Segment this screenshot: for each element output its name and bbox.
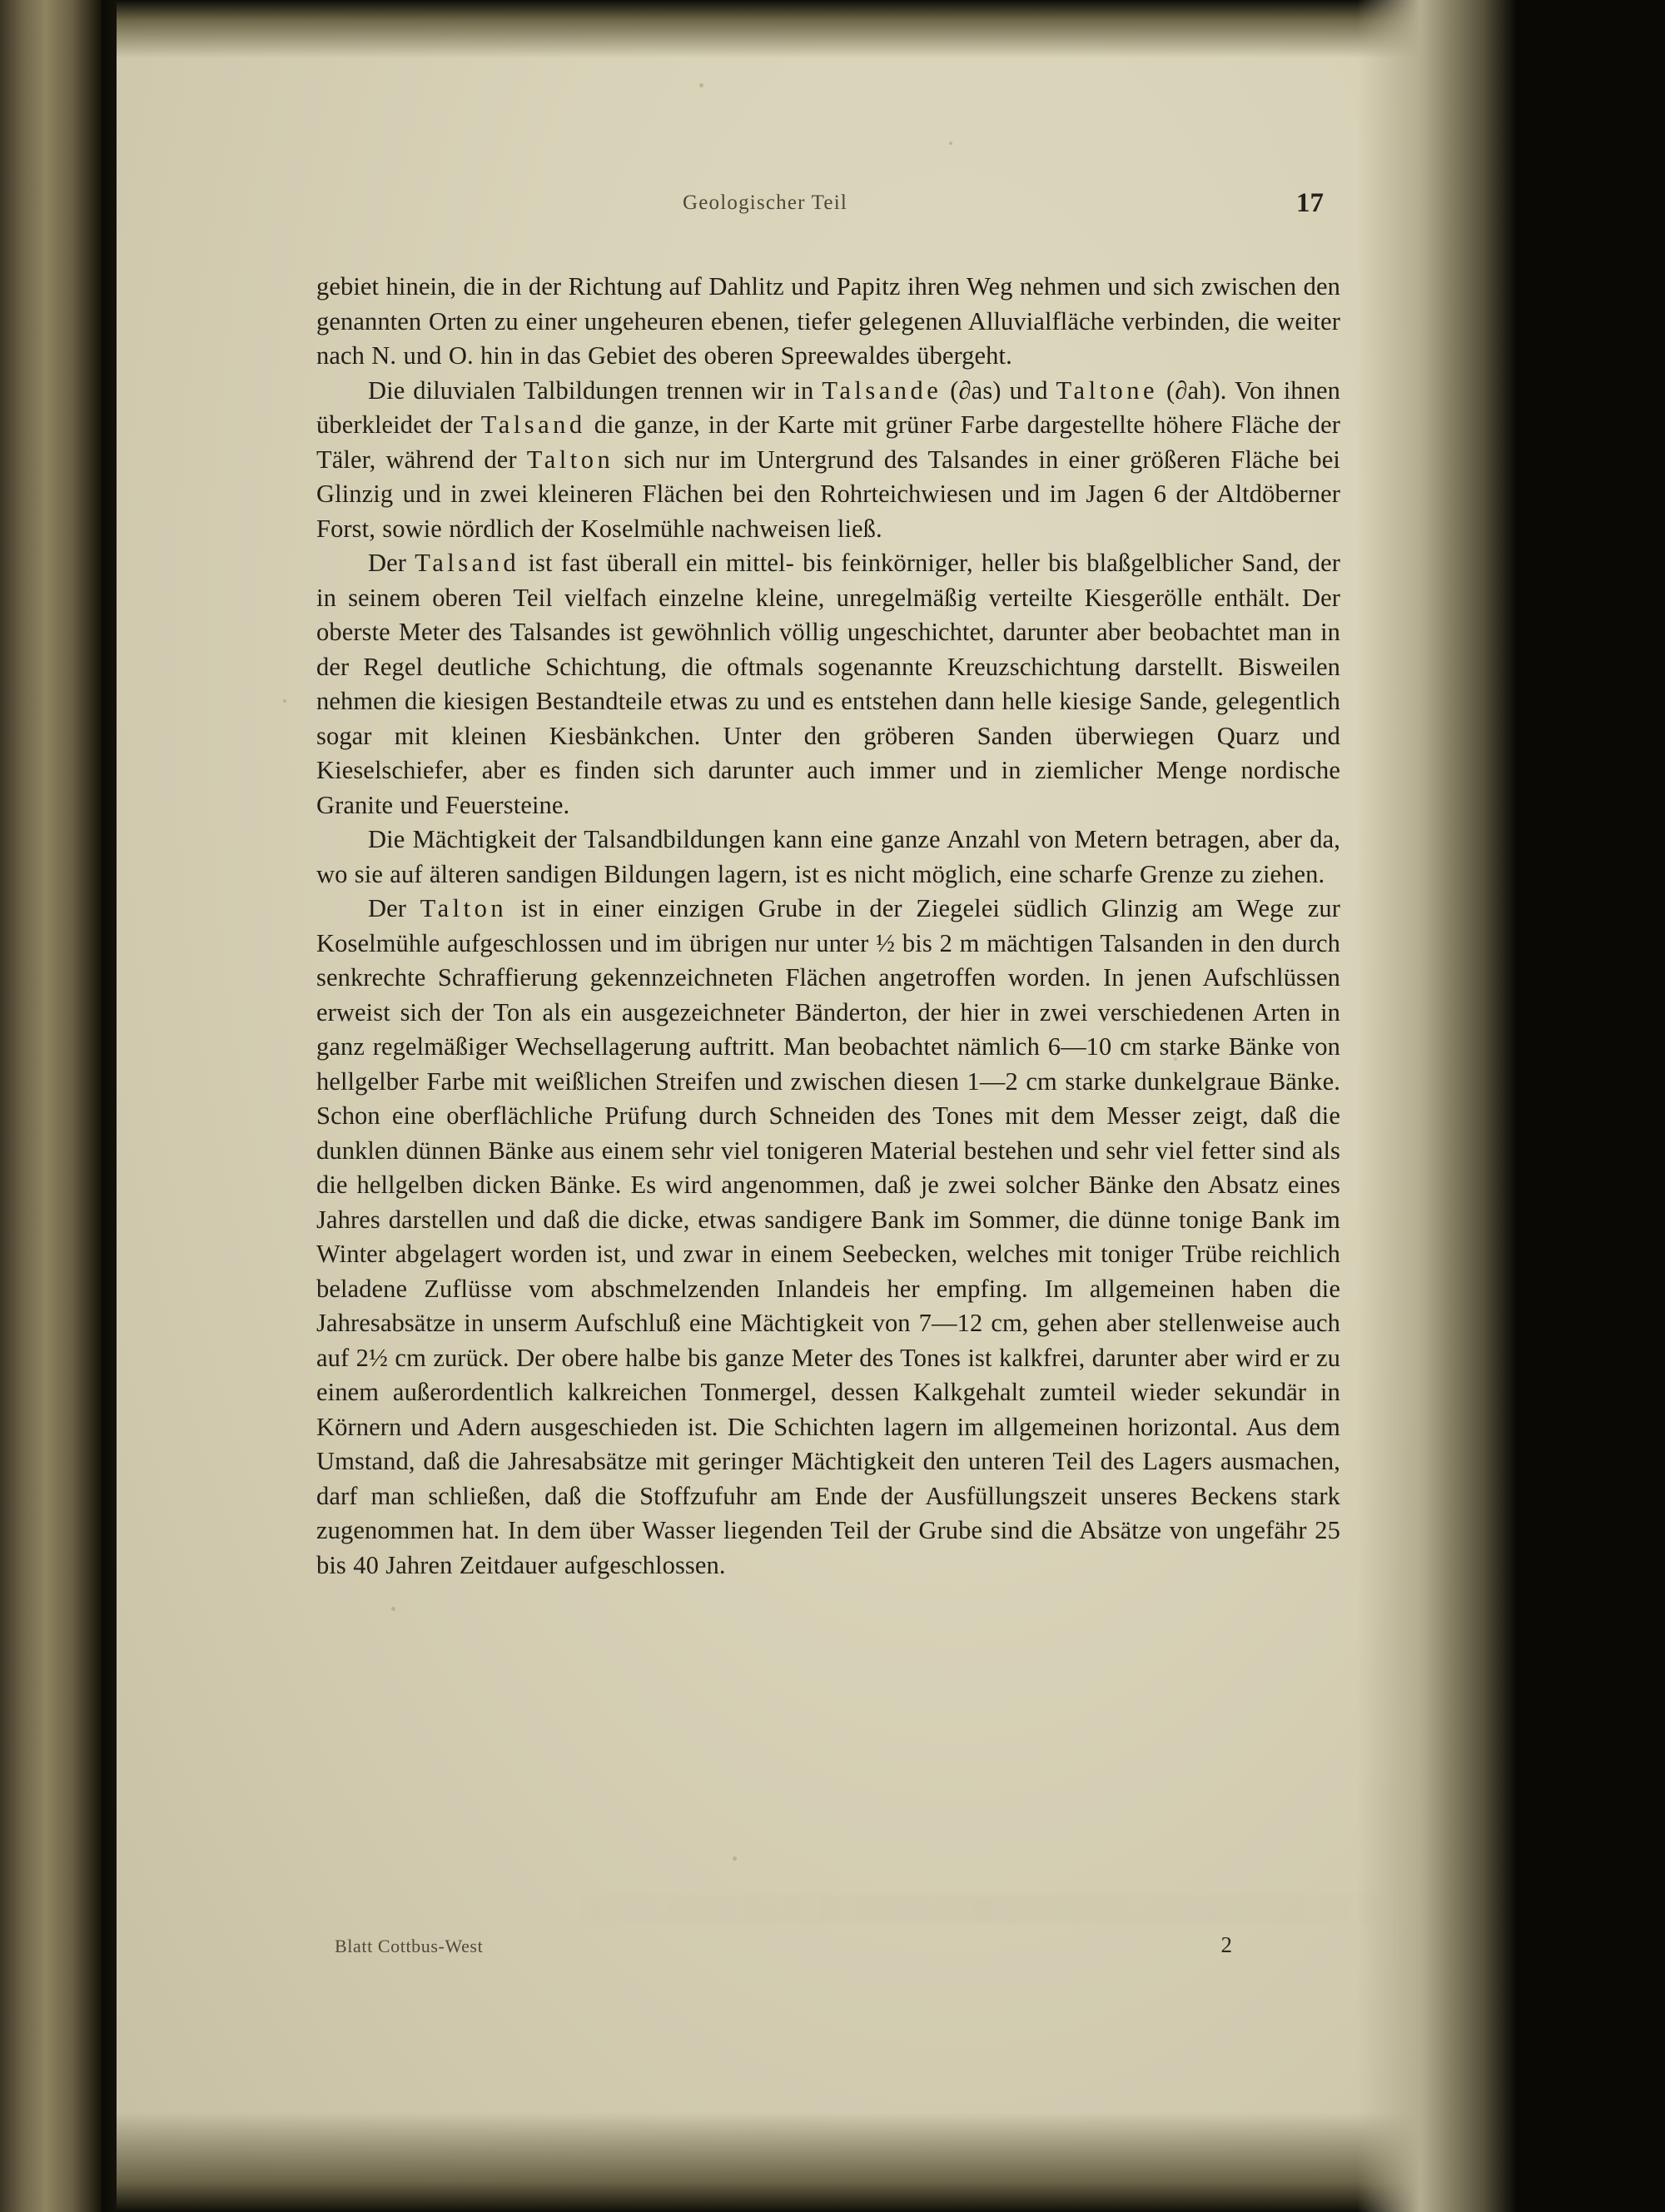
paper-speck — [283, 699, 286, 703]
running-head-title: Geologischer Teil — [683, 191, 848, 214]
page-edge-right-shadow — [1357, 0, 1515, 2212]
running-head — [316, 188, 1340, 230]
footer-sheet-name: Blatt Cottbus-West — [335, 1936, 484, 1956]
book-binding-gutter — [0, 0, 102, 2212]
paper-speck — [733, 1857, 737, 1861]
bleed-through-artifact — [583, 1895, 1382, 1923]
paragraph: Die diluvialen Talbildungen trennen wir in Talsande (∂as) und Taltone (∂ah). Von ihnen überkleidet der Talsand die ganze, in der Karte mit grüner Farbe dargestellte höhere Fläche der Täler, während der Talton sich nur im Untergrund des Talsandes in einer größeren Fläche bei Glinzig und in zwei kleineren Flächen bei den Rohrteichwiesen und im Jagen 6 der Altdöberner Forst, sowie nördlich der Koselmühle nachweisen ließ. — [316, 375, 1340, 543]
paper-speck — [699, 83, 703, 87]
page-sheet — [117, 0, 1515, 2212]
page-edge-bottom-shadow — [117, 2112, 1515, 2212]
paragraph: gebiet hinein, die in der Richtung auf Dahlitz und Papitz ihren Weg nehmen und sich zwischen den genannten Orten zu einer ungeheuren ebenen, tiefer gelegenen Alluvialfläche verbinden, die weiter nach N. und O. hin in das Gebiet des oberen Spreewaldes übergeht. — [316, 272, 1340, 370]
footer-signature-number: 2 — [1220, 1932, 1232, 1957]
paragraph: Der Talsand ist fast überall ein mittel- bis feinkörniger, heller bis blaßgelblicher Sand, der in seinem oberen Teil vielfach einzelne kleine, unregelmäßig verteilte Kiesgerölle enthält. Der oberste Meter des Talsandes ist gewöhnlich völlig ungeschichtet, darunter aber beobachtet man in der Regel deutliche Schichtung, die oftmals sogenannte Kreuzschichtung darstellt. Bisweilen nehmen die kiesigen Bestandteile etwas zu und es entstehen dann helle kiesige Sande, gelegentlich sogar mit kleinen Kiesbänkchen. Unter den gröberen Sanden überwiegen Quarz und Kieselschiefer, aber es finden sich darunter auch immer und in ziemlicher Menge nordische Granite und Feuersteine. — [316, 549, 1340, 819]
page-footer — [316, 1932, 1340, 1969]
paragraph: Der Talton ist in einer einzigen Grube in der Ziegelei südlich Glinzig am Wege zur Koselmühle aufgeschlossen und im übrigen nur unter ½ bis 2 m mächtigen Talsanden in den durch senkrechte Schraffierung gekennzeichneten Flächen angetroffen worden. In jenen Aufschlüssen erweist sich der Ton als ein ausgezeichneter Bänderton, der hier in zwei verschiedenen Arten in ganz regelmäßiger Wechsellagerung auftritt. Man beobachtet nämlich 6—10 cm starke Bänke von hellgelber Farbe mit weißlichen Streifen und zwischen diesen 1—2 cm starke dunkelgraue Bänke. Schon eine oberflächliche Prüfung durch Schneiden des Tones mit dem Messer zeigt, daß die dunklen dünnen Bänke aus einem sehr viel tonigeren Material bestehen und sehr viel fetter sind als die hellgelben dicken Bänke. Es wird angenommen, daß je zwei solcher Bänke den Absatz eines Jahres darstellen und daß die dicke, etwas sandigere Bank im Sommer, die dünne tonige Bank im Winter abgelagert worden ist, und zwar in einem Seebecken, welches mit toniger Trübe reichlich beladene Zuflüsse vom abschmelzenden Inlandeis her empfing. Im allgemeinen haben die Jahresabsätze in unserm Aufschluß eine Mächtigkeit von 7—12 cm, gehen aber stellenweise auch auf 2½ cm zurück. Der obere halbe bis ganze Meter des Tones ist kalkfrei, darunter aber wird er zu einem außerordentlich kalkreichen Tonmergel, dessen Kalkgehalt zumteil wieder sekundär in Körnern und Adern ausgeschieden ist. Die Schichten lagern im allgemeinen horizontal. Aus dem Umstand, daß die Jahresabsätze mit geringer Mächtigkeit den unteren Teil des Lagers ausmachen, darf man schließen, daß die Stoffzufuhr am Ende der Ausfüllungszeit unseres Beckens stark zugenommen hat. In dem über Wasser liegenden Teil der Grube sind die Absätze von ungefähr 25 bis 40 Jahren Zeitdauer aufgeschlossen. — [316, 894, 1340, 1579]
paper-speck — [949, 142, 952, 145]
paper-speck — [391, 1607, 395, 1611]
page-number: 17 — [1296, 188, 1324, 218]
page-edge-top-shadow — [117, 0, 1515, 58]
page-text-column — [316, 188, 1340, 1957]
paragraph: Die Mächtigkeit der Talsandbildungen kann eine ganze Anzahl von Metern betragen, aber da, wo sie auf älteren sandigen Bildungen lagern, ist es nicht möglich, eine scharfe Grenze zu ziehen. — [316, 825, 1340, 888]
